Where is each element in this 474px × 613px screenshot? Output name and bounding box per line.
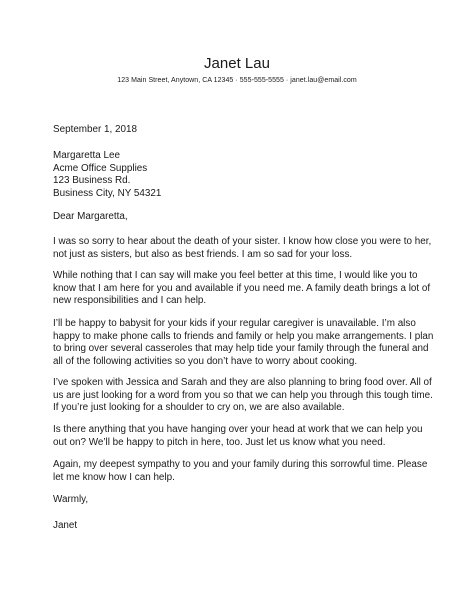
paragraph-line: I’ll be happy to babysit for your kids if your regular caregiver is unavailable. I’m also [53,318,416,329]
paragraph-line: new responsibilities and I can help. [53,295,207,307]
salutation [53,211,433,224]
paragraph-line: out on? We’ll be happy to pitch in here, too. Just let us know what you need. [53,436,386,448]
paragraph-line: happy to make phone calls to friends and family or help you make arrangements. I plan [53,330,434,342]
paragraph-line: Is there anything that you have hanging over your head at work that we can help you [53,424,423,435]
paragraph-line: Again, my deepest sympathy to you and your family during this sorrowful time. Please [53,459,428,470]
paragraph-line: us are just looking for a word from you so that we can help you through this tough time. [53,389,433,401]
signature-name: Janet [53,520,78,531]
paragraph-line: let me know how I can help. [53,471,175,483]
paragraph-6 [53,459,433,484]
sender-contact-line: 123 Main Street, Anytown, CA 12345 · 555-555-5555 · janet.lau@email.com [117,77,357,84]
paragraph-line: I’ve spoken with Jessica and Sarah and they are also planning to bring food over. All of [53,377,432,388]
letter-date [53,124,433,137]
signature [53,520,433,533]
recipient-name: Margaretta Lee [53,150,120,161]
paragraph-5 [53,424,433,449]
paragraph-line: know that I am here for you and available if you need me. A family death brings a lot of [53,282,431,294]
sender-name: Janet Lau [204,55,270,72]
recipient-street: 123 Business Rd. [53,175,131,187]
paragraph-line: not just as sisters, but also as best friends. I am so sad for your loss. [53,248,353,260]
paragraph-3 [53,318,433,368]
date-text: September 1, 2018 [53,124,137,135]
paragraph-line: I was so sorry to hear about the death of your sister. I know how close you were to her, [53,236,432,247]
closing-text: Warmly, [53,494,89,505]
paragraph-line: all of the following activities so you don’t have to worry about cooking. [53,355,358,367]
paragraph-line: to bring over several casseroles that may help tide your family through the funeral and [53,343,429,355]
recipient-address [53,150,433,200]
paragraph-1 [53,236,433,261]
paragraph-4 [53,377,433,415]
recipient-company: Acme Office Supplies [53,162,148,174]
closing [53,494,433,507]
salutation-text: Dear Margaretta, [53,211,128,222]
paragraph-2 [53,270,433,308]
paragraph-line: If you’re just looking for a shoulder to cry on, we are also available. [53,402,345,414]
recipient-city: Business City, NY 54321 [53,187,162,199]
paragraph-line: While nothing that I can say will make you feel better at this time, I would like you to [53,270,418,281]
